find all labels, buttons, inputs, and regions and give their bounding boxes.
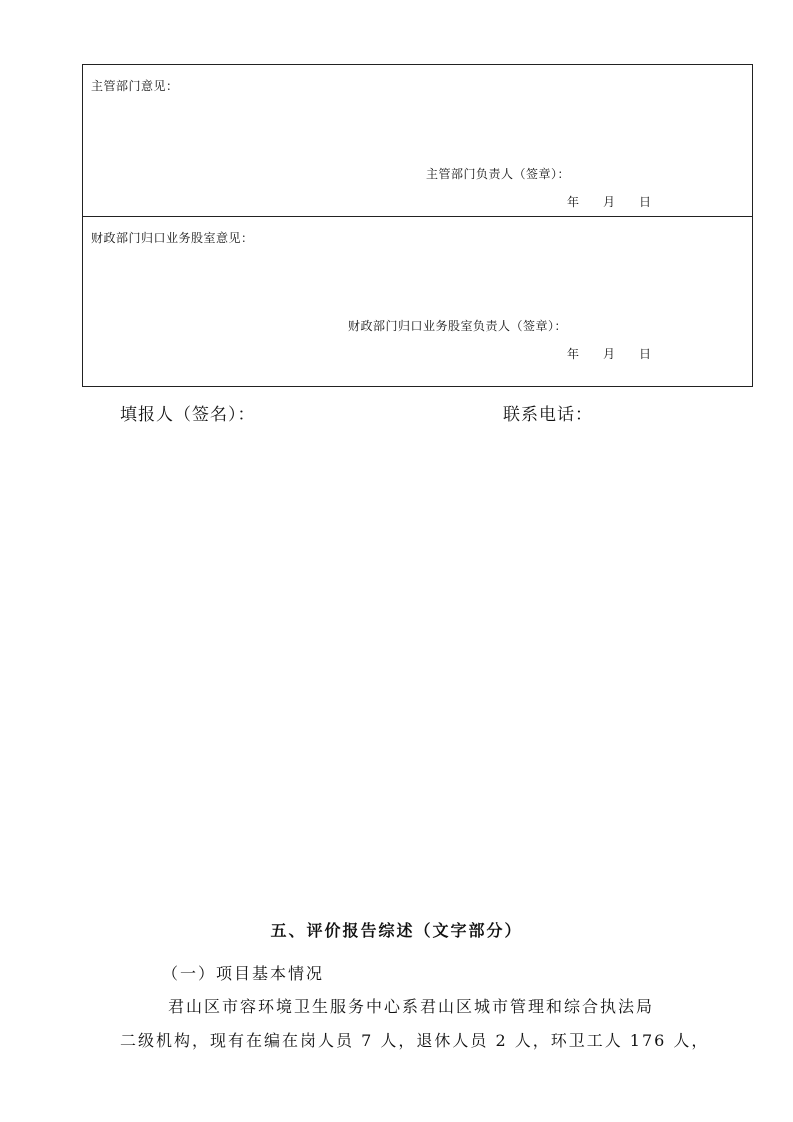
filler-signature-label: 填报人（签名）： xyxy=(120,405,256,425)
opinion-table xyxy=(82,64,753,387)
supervisor-opinion-label: 主管部门意见： xyxy=(91,79,179,93)
supervisor-opinion-row xyxy=(83,65,752,217)
supervisor-signer-label: 主管部门负责人（签章）： xyxy=(426,167,571,181)
contact-phone-label: 联系电话： xyxy=(503,405,593,425)
finance-signer-label: 财政部门归口业务股室负责人（签章）： xyxy=(348,319,568,333)
date-month-label: 月 xyxy=(603,195,616,209)
finance-opinion-label: 财政部门归口业务股室意见： xyxy=(91,231,254,245)
date-day-label: 日 xyxy=(639,195,652,209)
paragraph-line: 君山区市容环境卫生服务中心系君山区城市管理和综合执法局 xyxy=(168,997,655,1016)
date-year-label: 年 xyxy=(567,195,580,209)
section-subheading: （一）项目基本情况 xyxy=(162,964,325,983)
finance-opinion-row xyxy=(83,217,752,387)
section-title: 五、评价报告综述（文字部分） xyxy=(270,921,523,940)
paragraph-line: 二级机构，现有在编在岗人员 7 人，退休人员 2 人，环卫工人 176 人， xyxy=(120,1031,710,1050)
date-year-label: 年 xyxy=(567,347,580,361)
date-month-label: 月 xyxy=(603,347,616,361)
date-day-label: 日 xyxy=(639,347,652,361)
